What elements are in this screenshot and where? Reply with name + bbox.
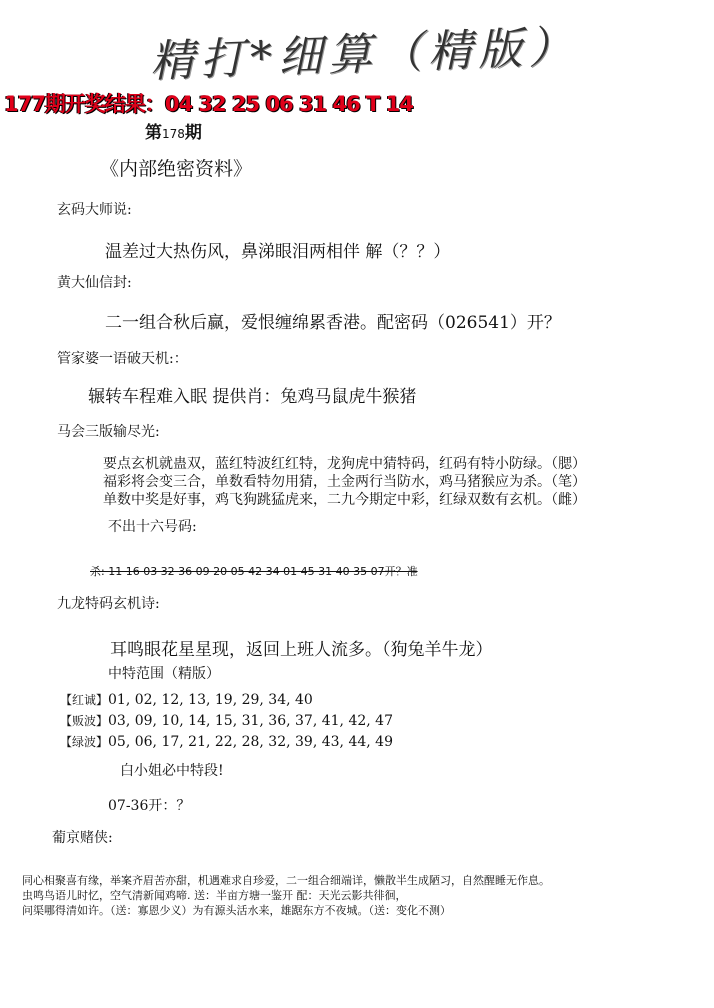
issue-number-value: 178 [162,127,185,141]
range-tag-green: 【绿波】 [60,735,109,749]
no-number-label: 不出十六号码: [108,519,197,535]
puxia-line-1: 同心相聚喜有缘，举案齐眉苦亦甜，机遇难求自珍爱，二一组合细端详，懒散半生成陋习，自然醒睡无作息。 [22,874,550,887]
open-hint: 07-36开：？ [108,798,191,814]
range-nums-red: 01, 02, 12, 13, 19, 29, 34, 40 [108,692,313,708]
range-row-red [60,691,313,708]
range-tag-red: 【红诚】 [60,693,109,707]
huang-label: 黄大仙信封: [57,275,132,291]
title-art: 精打*细算（精版） [149,21,579,88]
xuanma-label: 玄码大师说: [57,202,132,218]
issue-suffix: 期 [184,123,202,143]
special-hint: 白小姐必中特段! [120,763,224,779]
guanjia-label: 管家婆一语破天机:： [57,351,188,367]
mahui-line-2: 福彩将会变三合，单数看特勿用猜，土金两行当防水，鸡马猪猴应为杀。（笔） [103,474,586,490]
mahui-line-1: 要点玄机就蛊双，蓝红特波红红特，龙狗虎中猜特码，红码有特小防绿。（腮） [103,456,586,472]
mahui-label: 马会三版输尽光: [57,424,160,440]
draw-result: 177期开奖结果：04 32 25 06 31 46 T 14 [4,92,413,116]
jiulong-poem: 耳鸣眼花星星现，返回上班人流多。（狗兔羊牛龙） [110,640,493,660]
range-row-green [60,733,393,750]
jiulong-label: 九龙特码玄机诗: [57,596,160,612]
mahui-line-3: 单数中奖是好事，鸡飞狗跳猛虎来，二九今期定中彩，红绿双数有玄机。（雌） [103,492,586,508]
guanjia-text: 辗转车程难入眠 提供肖：兔鸡马鼠虎牛猴猪 [88,387,417,407]
issue-prefix: 第 [145,123,162,143]
huang-text: 二一组合秋后赢，爱恨缠绵累香港。配密码（026541）开？ [105,313,561,333]
puxia-line-3: 问渠哪得清如许。（送：寡恩少义）为有源头活水来，雄踞东方不夜城。（送：变化不测） [22,904,451,917]
puxia-line-2: 虫鸣鸟语儿时忆，空气清新闻鸡啼. 送：半亩方塘一鉴开 配：天光云影共徘徊， [22,889,407,902]
range-row-blue [60,712,393,729]
puxia-label: 葡京赌侠: [52,830,113,846]
range-title: 中特范围（精版） [108,666,220,682]
range-nums-green: 05, 06, 17, 21, 22, 28, 32, 39, 43, 44, 49 [108,734,393,750]
xuanma-text: 温差过大热伤风，鼻涕眼泪两相伴 解（？？） [105,242,451,262]
range-tag-blue: 【贩波】 [60,714,109,728]
doc-title: 《内部绝密资料》 [100,158,253,180]
kill-numbers: 杀: 11 16 03 32 36 09 20 05 42 34 01 45 31 40 35 07开？准 [90,565,418,578]
issue-number [145,118,202,143]
range-nums-blue: 03, 09, 10, 14, 15, 31, 36, 37, 41, 42, 47 [108,713,393,729]
